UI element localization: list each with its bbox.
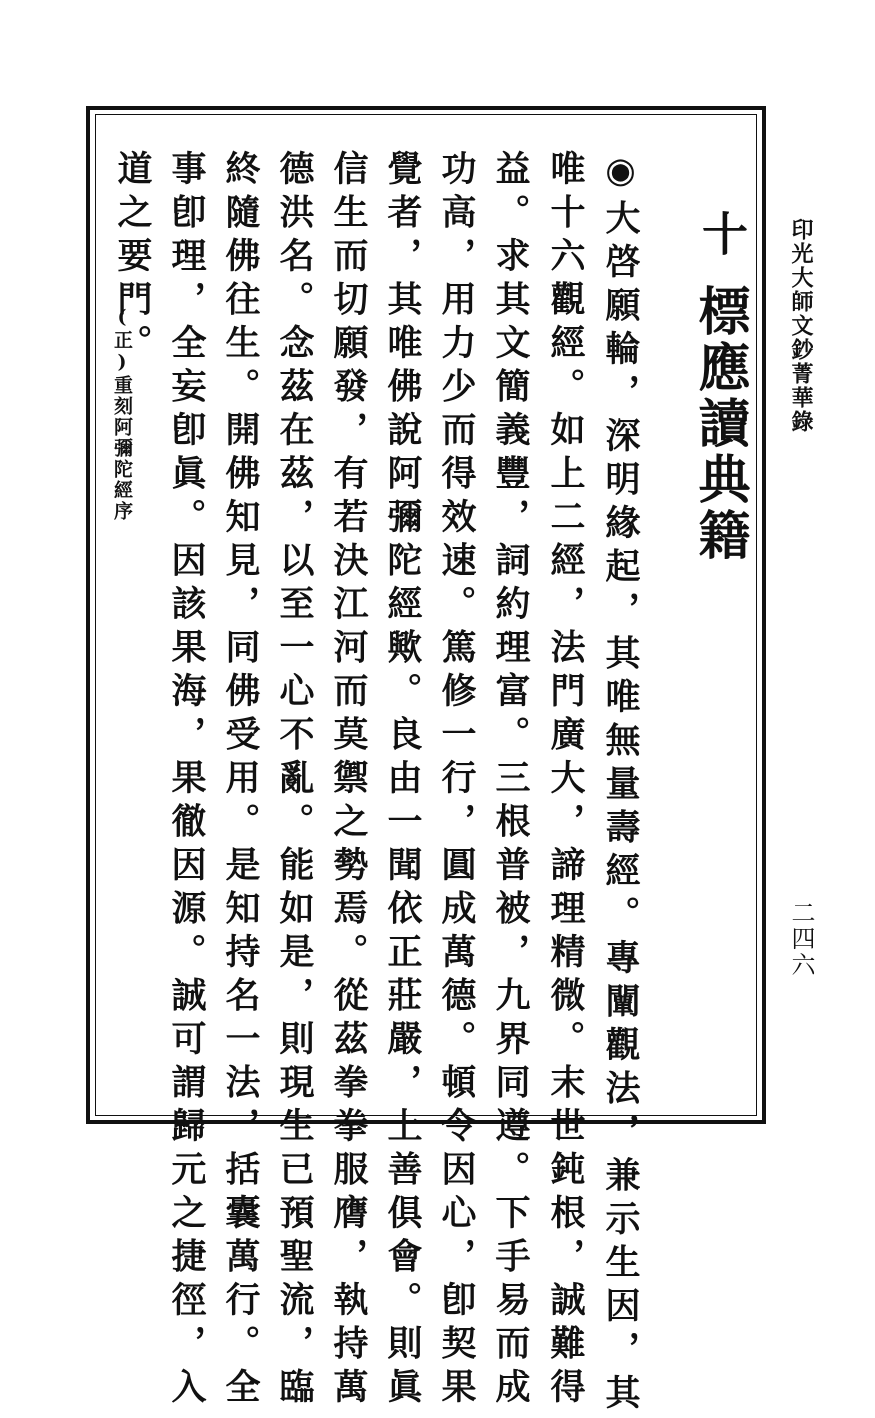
body-line-3: 益。求其文簡義豐，詞約理富。三根普被，九界同遵。下手易而成 [490,150,531,1412]
body-line-7: 德洪名。念茲在茲，以至一心不亂。能如是，則現生已預聖流，臨 [274,150,315,1412]
body-line-2: 唯十六觀經。如上二經，法門廣大，諦理精微。末世鈍根，誠難得 [545,150,586,1412]
section-title: 標應讀典籍 [689,284,750,564]
running-head-book-title: 印光大師文鈔菁華錄 [788,218,814,434]
body-line-5: 覺者，其唯佛說阿彌陀經歟。良由一聞依正莊嚴，上善俱會。則眞 [382,150,423,1412]
body-line-6: 信生而切願發，有若決江河而莫禦之勢焉。從茲拳拳服膺，執持萬 [328,150,369,1412]
body-line-1: ◉大啓願輪，深明緣起，其唯無量壽經。專闡觀法，兼示生因，其 [600,150,641,1418]
body-line-9b: 事卽理，全妄卽眞。因該果海，果徹因源。誠可謂歸元之捷徑，入 [166,150,207,1412]
body-line-9: 道之要門。 [112,150,153,368]
page-number: 二四六 [787,900,815,978]
section-number: 十 [695,210,749,256]
source-note: (正)重刻阿彌陀經序 [111,306,133,522]
body-line-8: 終隨佛往生。開佛知見，同佛受用。是知持名一法，括囊萬行。全 [220,150,261,1412]
body-line-4: 功高，用力少而得效速。篤修一行，圓成萬德。頓令因心，卽契果 [436,150,477,1412]
